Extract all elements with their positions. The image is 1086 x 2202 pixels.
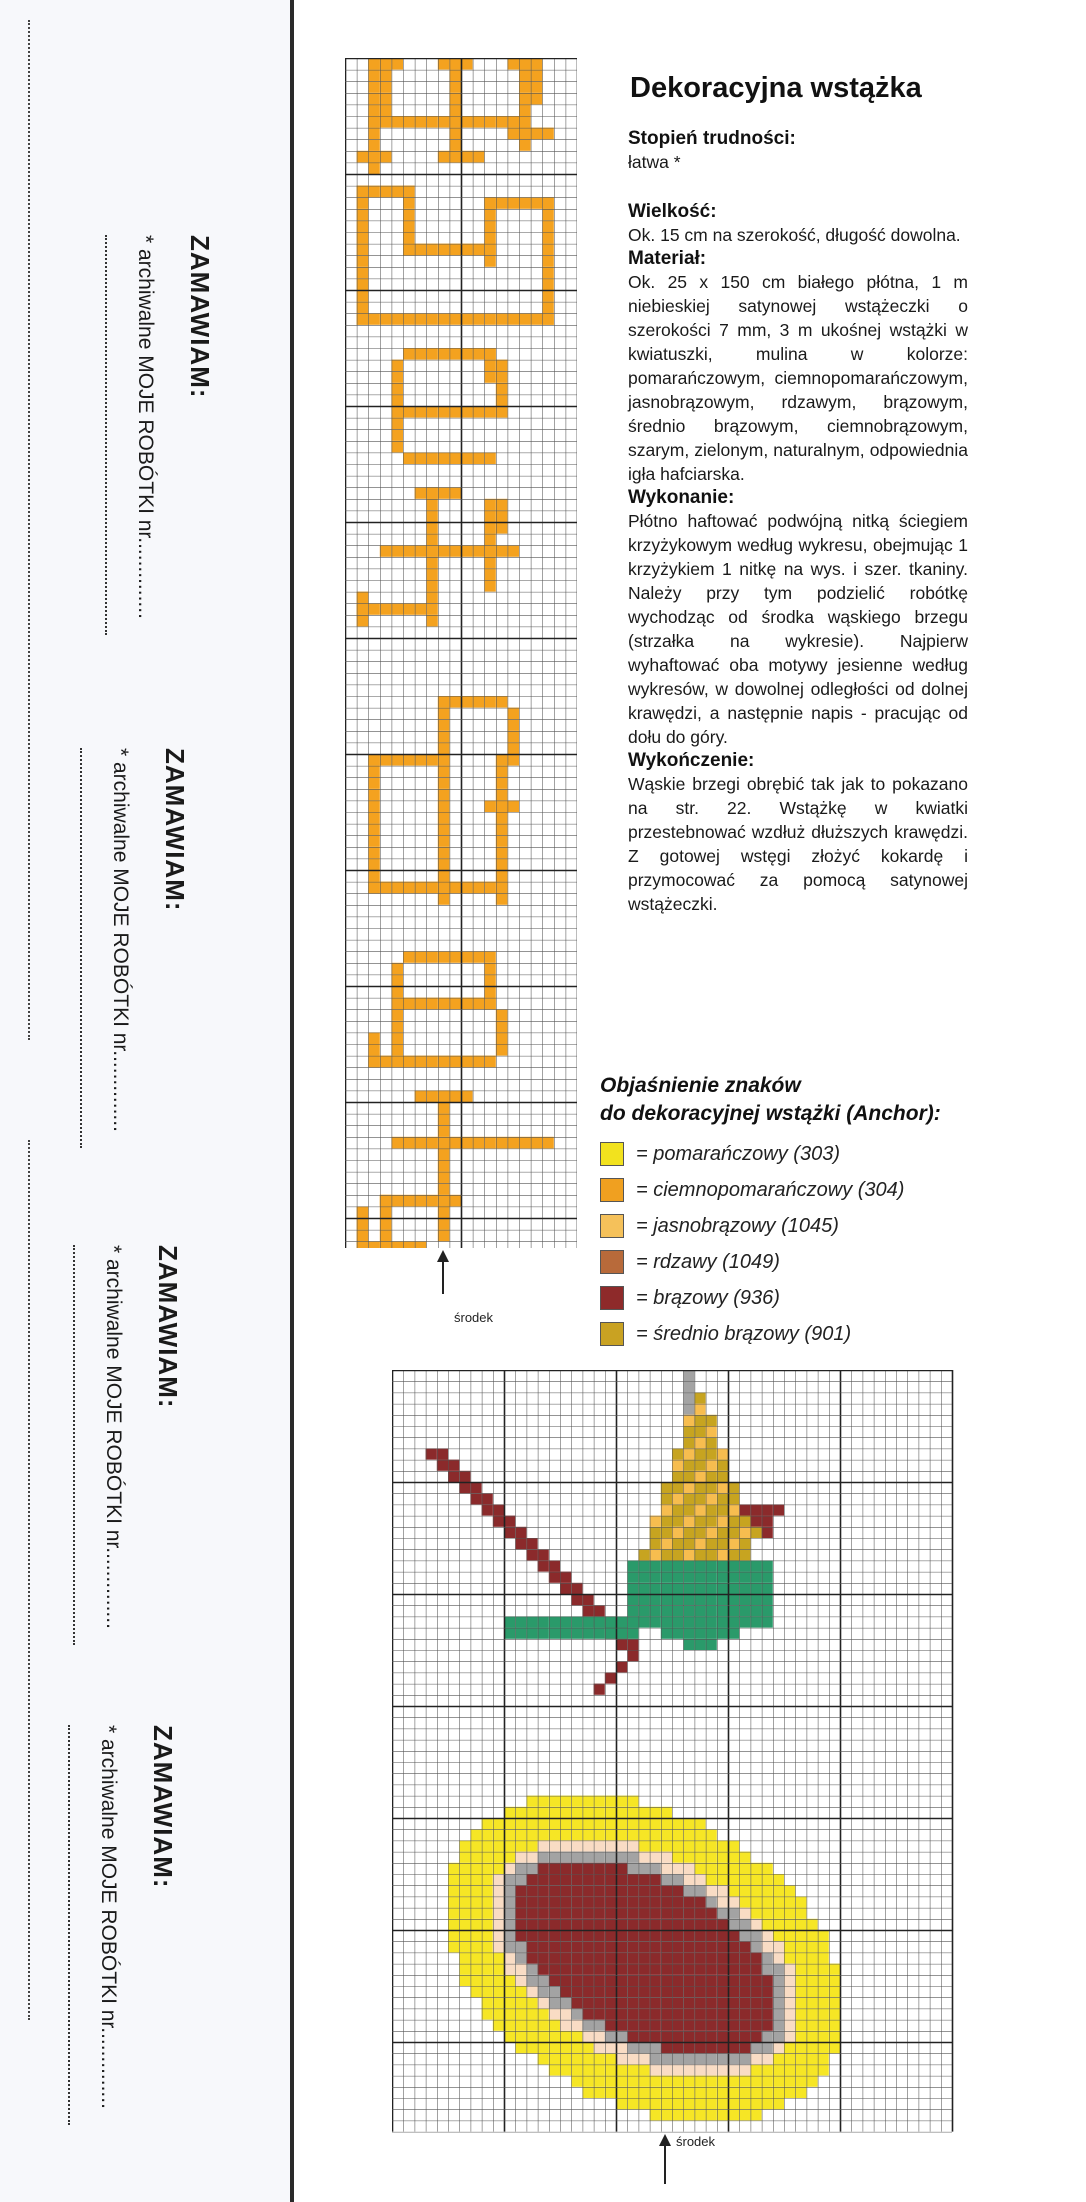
legend-item [600,1280,1020,1316]
letters-center-marker [436,1250,450,1299]
order-heading: ZAMAWIAM: [185,235,215,399]
chestnut-leaf-cross-stitch-chart [392,1370,954,2134]
cut-line [28,20,30,1040]
legend-items [600,1136,1020,1352]
letters-center-label: środek [454,1310,494,1325]
letters-cross-stitch-chart [345,58,577,1248]
color-swatch [600,1142,624,1166]
size-text: Ok. 15 cm na szerokość, długość dowolna. [628,225,961,245]
page-divider-line [290,0,294,2202]
motif-center-marker [658,2134,672,2189]
legend-title-line2: do dekoracyjnej wstążki (Anchor): [600,1102,941,1125]
color-swatch [600,1178,624,1202]
order-archive-label: * archiwalne MOJE ROBÓTKI nr.............. [134,235,157,619]
legend-item-label: = jasnobrązowy (1045) [636,1214,839,1237]
order-archive-label: * archiwalne MOJE ROBÓTKI nr.............. [97,1725,120,2109]
legend-title [600,1072,1020,1128]
legend-item-label: = pomarańczowy (303) [636,1142,840,1165]
finishing-text: Wąskie brzegi obrębić tak jak to pokazano na str. 22. Wstążkę w kwiatki przestebnować wzdłuż dłuższych krawędzi. Z gotowej wstęgi złożyć kokardę i przymocować za pomocą satynowej wstążeczki. [628,774,968,914]
instructions-column [628,72,968,916]
order-write-line[interactable] [105,235,107,635]
legend-item [600,1172,1020,1208]
difficulty-value: łatwa * [628,152,681,172]
execution-text: Płótno haftować podwójną nitką ściegiem krzyżykowym według wykresu, obejmując 1 krzyżykiem 1 nitkę na wys. i szer. tkaniny. Należy przy tym podzielić robótkę wychodząc od środka wąskiego brzegu (strzałka na wykresie). Najpierw wyhaftować oba motywy jesienne według wykresów, w dowolnej odległości od dolnej krawędzi, a następnie napis - pracując od dołu do góry. [628,511,968,747]
symbol-legend [600,1072,1020,1352]
arrow-up-icon [658,2134,672,2184]
letters-stitches [357,58,554,1248]
legend-title-line1: Objaśnienie znaków [600,1074,801,1097]
order-coupon-strip [0,0,290,2202]
difficulty-heading: Stopień trudności: [628,128,796,149]
order-write-line[interactable] [68,1725,70,2125]
order-heading: ZAMAWIAM: [153,1245,183,1409]
color-swatch [600,1250,624,1274]
cut-line [28,1140,30,2020]
size-heading: Wielkość: [628,201,717,222]
legend-item [600,1136,1020,1172]
legend-item-label: = ciemnopomarańczowy (304) [636,1178,905,1201]
color-swatch [600,1322,624,1346]
legend-item [600,1208,1020,1244]
order-archive-label: * archiwalne MOJE ROBÓTKI nr.............. [109,748,132,1132]
legend-item [600,1316,1020,1352]
order-heading: ZAMAWIAM: [148,1725,178,1889]
order-archive-label: * archiwalne MOJE ROBÓTKI nr.............. [102,1245,125,1629]
arrow-up-icon [436,1250,450,1294]
legend-item-label: = brązowy (936) [636,1286,780,1309]
material-text: Ok. 25 x 150 cm białego płótna, 1 m niebieskiej satynowej wstążeczki o szerokości 7 mm, 3 m ukośnej wstążki w kwiatuszki, mulina w kolorze: pomarańczowym, ciemnopomarańczowym, jasnobrązowym, rdzawym, brązowym, średnio brązowym, ciemnobrązowym, szarym, zielonym, naturalnym, odpowiednia igła hafciarska. [628,272,968,484]
order-write-line[interactable] [73,1245,75,1645]
order-write-line[interactable] [80,748,82,1148]
color-swatch [600,1214,624,1238]
motif-center-label: środek [676,2134,716,2149]
article-title: Dekoracyjna wstążka [630,72,922,104]
legend-item-label: = średnio brązowy (901) [636,1322,852,1345]
legend-item [600,1244,1020,1280]
legend-item-label: = rdzawy (1049) [636,1250,780,1273]
order-heading: ZAMAWIAM: [160,748,190,912]
color-swatch [600,1286,624,1310]
material-heading: Materiał: [628,248,707,269]
finishing-heading: Wykończenie: [628,750,755,771]
execution-heading: Wykonanie: [628,487,735,508]
